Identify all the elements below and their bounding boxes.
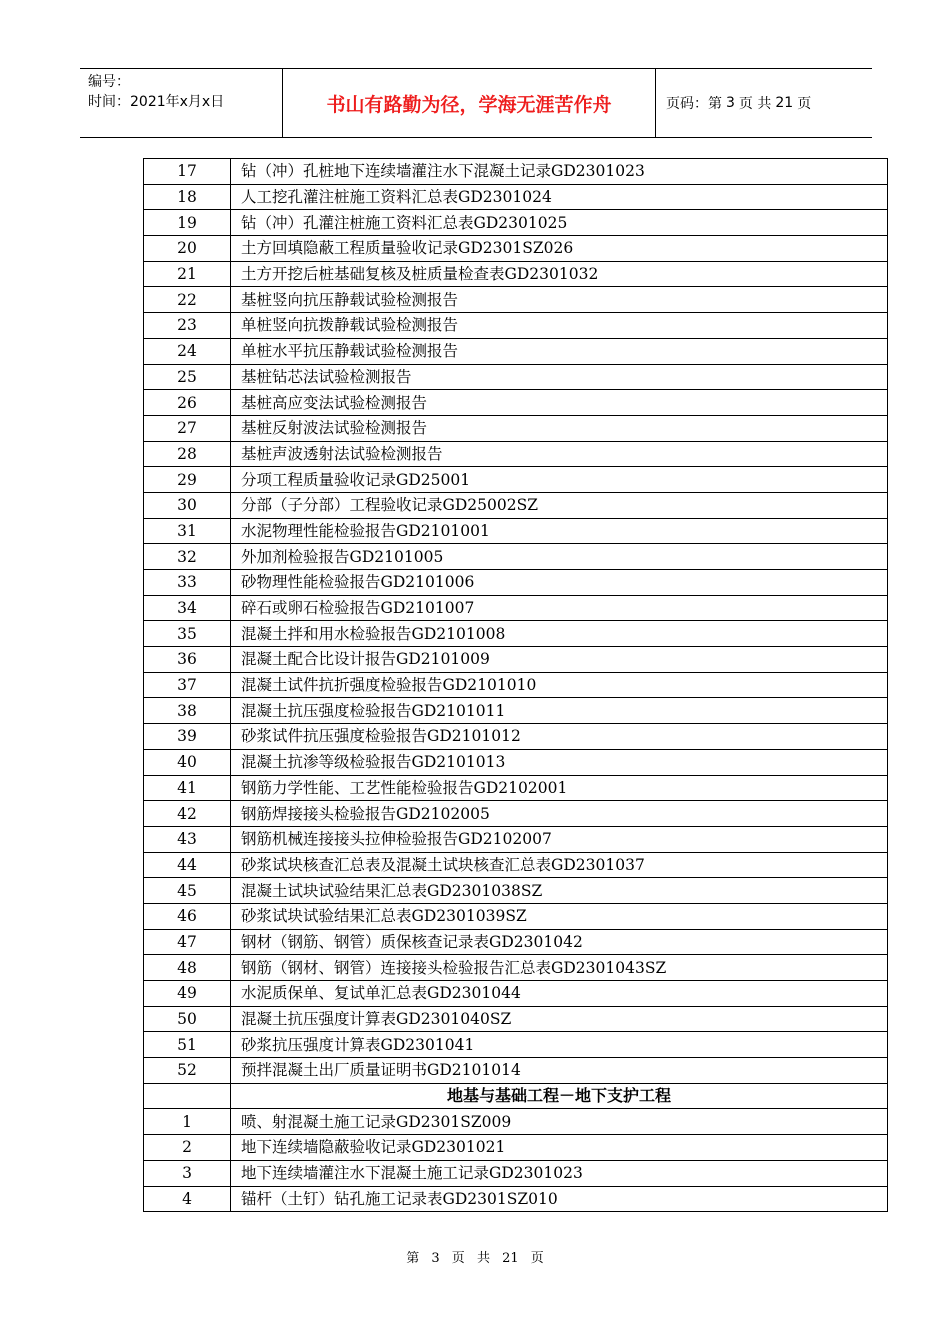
row-number: 4	[144, 1186, 231, 1212]
table-row	[144, 955, 888, 981]
row-number: 36	[144, 647, 231, 673]
table-row	[144, 775, 888, 801]
row-number: 34	[144, 595, 231, 621]
row-number: 45	[144, 878, 231, 904]
table-row	[144, 390, 888, 416]
table-row	[144, 852, 888, 878]
row-document-name: 喷、射混凝土施工记录GD2301SZ009	[231, 1109, 888, 1135]
row-document-name: 混凝土抗渗等级检验报告GD2101013	[231, 749, 888, 775]
row-number: 46	[144, 903, 231, 929]
table-row	[144, 878, 888, 904]
row-document-name: 碎石或卵石检验报告GD2101007	[231, 595, 888, 621]
page-label-suffix: 页	[797, 96, 812, 112]
row-number: 21	[144, 261, 231, 287]
row-document-name: 预拌混凝土出厂质量证明书GD2101014	[231, 1058, 888, 1084]
page-total: 21	[775, 95, 794, 111]
row-number: 25	[144, 364, 231, 390]
row-document-name: 人工挖孔灌注桩施工资料汇总表GD2301024	[231, 184, 888, 210]
row-number: 40	[144, 749, 231, 775]
header-info	[80, 69, 283, 137]
row-number: 39	[144, 724, 231, 750]
table-row	[144, 570, 888, 596]
row-document-name: 钢材（钢筋、钢管）质保核查记录表GD2301042	[231, 929, 888, 955]
row-number: 18	[144, 184, 231, 210]
row-number: 43	[144, 826, 231, 852]
document-list-table	[143, 158, 888, 1212]
row-number: 31	[144, 518, 231, 544]
table-row	[144, 441, 888, 467]
table-row	[144, 1186, 888, 1212]
table-row	[144, 210, 888, 236]
row-document-name: 混凝土试件抗折强度检验报告GD2101010	[231, 672, 888, 698]
table-row	[144, 313, 888, 339]
header-page-info	[656, 69, 872, 137]
table-row	[144, 544, 888, 570]
row-number: 49	[144, 981, 231, 1007]
footer-current: 3	[431, 1251, 440, 1266]
row-number: 2	[144, 1135, 231, 1161]
table-row	[144, 749, 888, 775]
table-row	[144, 903, 888, 929]
code-label: 编号：	[88, 74, 130, 90]
row-number: 35	[144, 621, 231, 647]
row-number: 26	[144, 390, 231, 416]
row-number: 33	[144, 570, 231, 596]
row-document-name: 砂浆试块核查汇总表及混凝土试块核查汇总表GD2301037	[231, 852, 888, 878]
table-body	[144, 159, 888, 1212]
table-row	[144, 364, 888, 390]
time-label: 时间：2021年x月x日	[88, 94, 225, 110]
table-row	[144, 801, 888, 827]
row-number: 20	[144, 236, 231, 262]
table-row	[144, 518, 888, 544]
row-document-name: 水泥质保单、复试单汇总表GD2301044	[231, 981, 888, 1007]
footer-mid2: 共	[476, 1251, 490, 1266]
section-empty-cell	[144, 1083, 231, 1109]
page-label-prefix: 页码：第	[666, 96, 722, 112]
table-row	[144, 1135, 888, 1161]
row-number: 30	[144, 492, 231, 518]
table-row	[144, 698, 888, 724]
page-current: 3	[726, 95, 735, 111]
row-number: 50	[144, 1006, 231, 1032]
table-row	[144, 647, 888, 673]
table-row	[144, 159, 888, 185]
row-document-name: 锚杆（土钉）钻孔施工记录表GD2301SZ010	[231, 1186, 888, 1212]
row-document-name: 混凝土拌和用水检验报告GD2101008	[231, 621, 888, 647]
row-number: 38	[144, 698, 231, 724]
row-document-name: 钢筋机械连接接头拉伸检验报告GD2102007	[231, 826, 888, 852]
table-row	[144, 1109, 888, 1135]
row-document-name: 钻（冲）孔桩地下连续墙灌注水下混凝土记录GD2301023	[231, 159, 888, 185]
row-document-name: 基桩反射波法试验检测报告	[231, 415, 888, 441]
header-motto: 书山有路勤为径，学海无涯苦作舟	[283, 69, 656, 137]
row-number: 32	[144, 544, 231, 570]
table-row	[144, 184, 888, 210]
row-document-name: 地下连续墙隐蔽验收记录GD2301021	[231, 1135, 888, 1161]
table-row	[144, 929, 888, 955]
row-number: 22	[144, 287, 231, 313]
row-document-name: 地下连续墙灌注水下混凝土施工记录GD2301023	[231, 1160, 888, 1186]
row-document-name: 钢筋焊接接头检验报告GD2102005	[231, 801, 888, 827]
row-document-name: 水泥物理性能检验报告GD2101001	[231, 518, 888, 544]
row-number: 37	[144, 672, 231, 698]
row-document-name: 单桩水平抗压静载试验检测报告	[231, 338, 888, 364]
table-row	[144, 1032, 888, 1058]
row-document-name: 钻（冲）孔灌注桩施工资料汇总表GD2301025	[231, 210, 888, 236]
table-row	[144, 287, 888, 313]
row-number: 27	[144, 415, 231, 441]
row-document-name: 基桩声波透射法试验检测报告	[231, 441, 888, 467]
table-row	[144, 981, 888, 1007]
row-number: 47	[144, 929, 231, 955]
row-number: 3	[144, 1160, 231, 1186]
row-document-name: 混凝土抗压强度计算表GD2301040SZ	[231, 1006, 888, 1032]
table-row	[144, 467, 888, 493]
row-number: 41	[144, 775, 231, 801]
row-document-name: 钢筋力学性能、工艺性能检验报告GD2102001	[231, 775, 888, 801]
row-document-name: 混凝土抗压强度检验报告GD2101011	[231, 698, 888, 724]
row-document-name: 混凝土试块试验结果汇总表GD2301038SZ	[231, 878, 888, 904]
page-label-mid: 页 共	[738, 96, 772, 112]
row-document-name: 砂浆抗压强度计算表GD2301041	[231, 1032, 888, 1058]
table-row	[144, 338, 888, 364]
row-number: 52	[144, 1058, 231, 1084]
table-row	[144, 1160, 888, 1186]
footer-total: 21	[502, 1251, 519, 1266]
row-document-name: 砂浆试件抗压强度检验报告GD2101012	[231, 724, 888, 750]
row-document-name: 砂浆试块试验结果汇总表GD2301039SZ	[231, 903, 888, 929]
table-row	[144, 1058, 888, 1084]
footer-suffix: 页	[530, 1251, 544, 1266]
page-header	[80, 68, 872, 138]
table-row	[144, 415, 888, 441]
row-document-name: 分部（子分部）工程验收记录GD25002SZ	[231, 492, 888, 518]
row-document-name: 基桩高应变法试验检测报告	[231, 390, 888, 416]
row-number: 23	[144, 313, 231, 339]
table-row	[144, 492, 888, 518]
row-document-name: 基桩钻芯法试验检测报告	[231, 364, 888, 390]
table-row	[144, 621, 888, 647]
footer-mid1: 页	[451, 1251, 465, 1266]
row-number: 17	[144, 159, 231, 185]
row-number: 19	[144, 210, 231, 236]
section-title: 地基与基础工程－地下支护工程	[231, 1083, 888, 1109]
row-number: 1	[144, 1109, 231, 1135]
table-row	[144, 595, 888, 621]
row-number: 48	[144, 955, 231, 981]
row-document-name: 钢筋（钢材、钢管）连接接头检验报告汇总表GD2301043SZ	[231, 955, 888, 981]
page-footer	[0, 1247, 950, 1266]
table-row	[144, 236, 888, 262]
section-header-row	[144, 1083, 888, 1109]
row-number: 29	[144, 467, 231, 493]
row-document-name: 砂物理性能检验报告GD2101006	[231, 570, 888, 596]
row-number: 24	[144, 338, 231, 364]
row-document-name: 土方回填隐蔽工程质量验收记录GD2301SZ026	[231, 236, 888, 262]
row-document-name: 土方开挖后桩基础复核及桩质量检查表GD2301032	[231, 261, 888, 287]
row-number: 42	[144, 801, 231, 827]
table-row	[144, 826, 888, 852]
row-document-name: 外加剂检验报告GD2101005	[231, 544, 888, 570]
table-row	[144, 724, 888, 750]
row-number: 51	[144, 1032, 231, 1058]
table-row	[144, 261, 888, 287]
row-document-name: 混凝土配合比设计报告GD2101009	[231, 647, 888, 673]
table-row	[144, 1006, 888, 1032]
row-number: 28	[144, 441, 231, 467]
row-document-name: 基桩竖向抗压静载试验检测报告	[231, 287, 888, 313]
row-document-name: 分项工程质量验收记录GD25001	[231, 467, 888, 493]
row-document-name: 单桩竖向抗拨静载试验检测报告	[231, 313, 888, 339]
footer-prefix: 第	[406, 1251, 420, 1266]
row-number: 44	[144, 852, 231, 878]
table-row	[144, 672, 888, 698]
